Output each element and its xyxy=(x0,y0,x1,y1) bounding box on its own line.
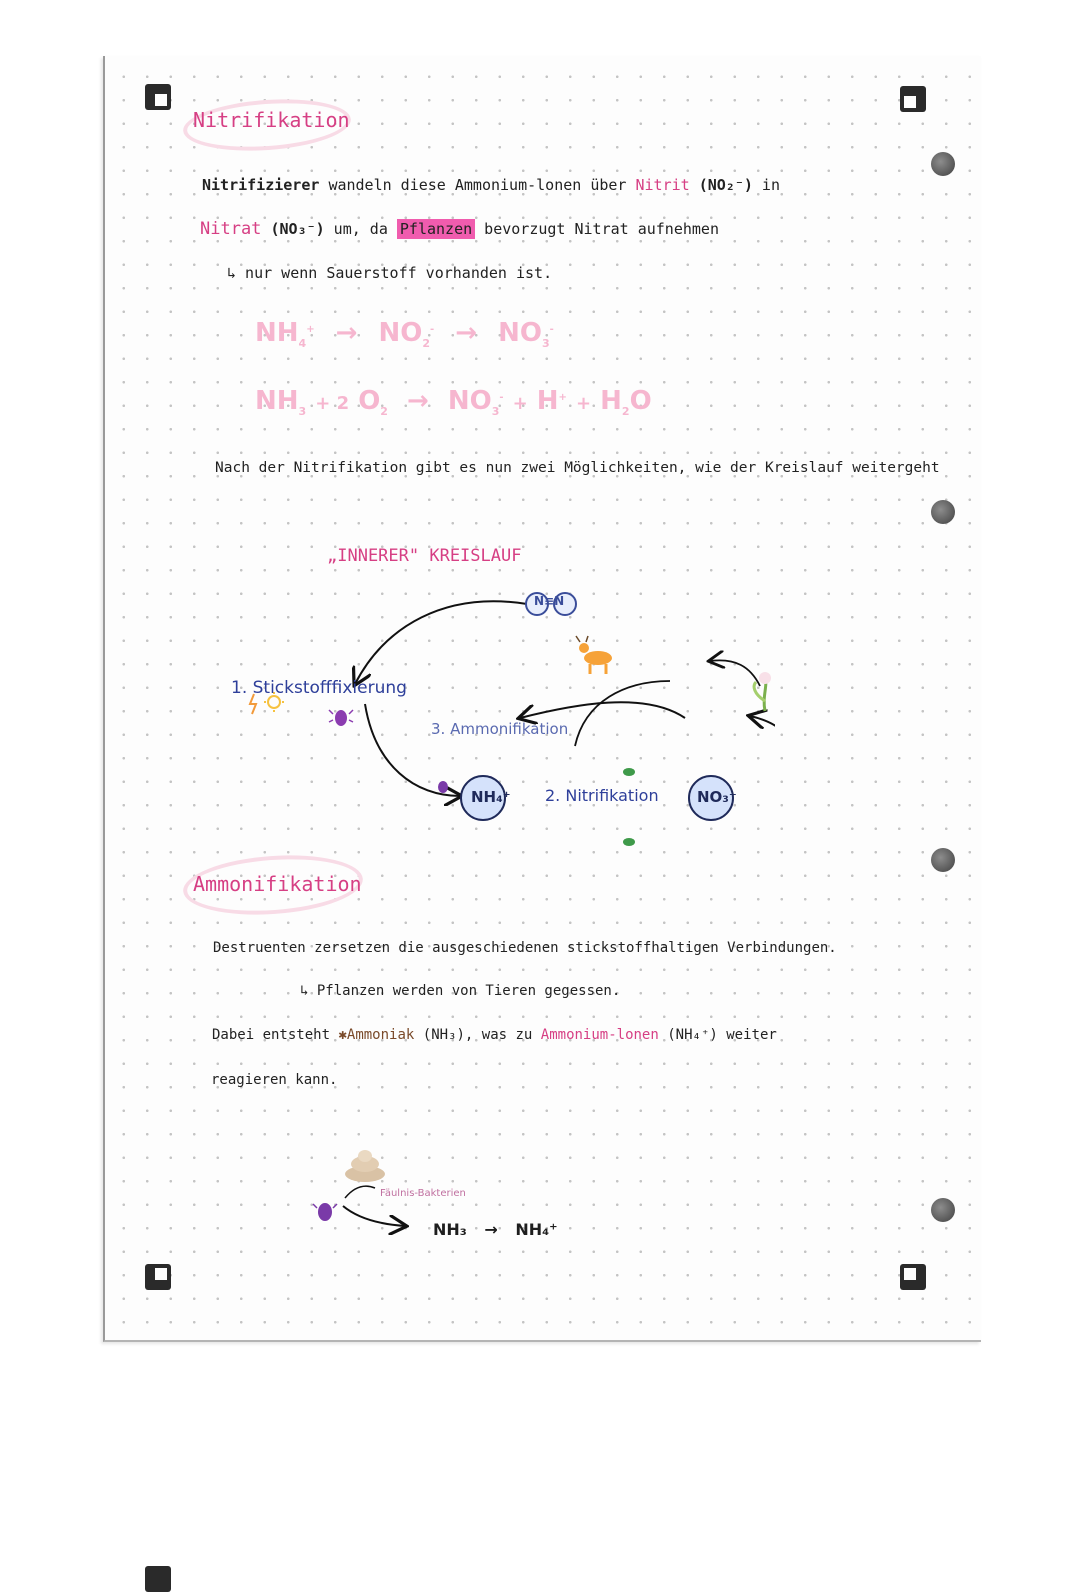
text-line xyxy=(202,176,780,194)
term-nitrit: Nitrit xyxy=(635,176,690,194)
arrow-plant-to-animal xyxy=(710,660,760,686)
text-span: Dabei entsteht xyxy=(212,1027,331,1043)
equation-nitrification-chain xyxy=(255,318,554,350)
notebook-page xyxy=(103,56,981,1342)
term-ammoniak: Ammoniak xyxy=(346,1027,415,1043)
punch-hole xyxy=(931,848,955,872)
label-n2: N≡N xyxy=(534,594,565,608)
eq-superscript: + xyxy=(558,392,567,403)
eq-term: NO xyxy=(378,318,423,348)
deer-icon xyxy=(576,636,612,674)
eq-subscript: 2 xyxy=(621,405,630,418)
corner-mark-bottom-right xyxy=(900,1264,926,1290)
eq-arrow: → xyxy=(407,386,429,416)
eq-term: + 2 xyxy=(315,393,350,414)
bacteria-icon xyxy=(623,838,635,846)
bug-icon xyxy=(438,781,448,793)
equation-nitrification-full xyxy=(255,386,652,418)
dung-icon xyxy=(345,1150,385,1182)
text-span: um, da xyxy=(333,220,388,238)
text-line xyxy=(212,1027,777,1043)
punch-hole xyxy=(931,500,955,524)
eq-term: NO xyxy=(447,386,492,416)
beetle-icon xyxy=(313,1203,337,1221)
formula-nitrit: (NO₂⁻) xyxy=(698,176,753,194)
label-nitrifikation-step: 2. Nitrifikation xyxy=(545,786,659,805)
eq-term: NO xyxy=(498,318,542,348)
eq-subscript: 4 xyxy=(298,337,307,350)
text-line: reagieren kann. xyxy=(211,1072,338,1088)
formula-nitrat: (NO₃⁻) xyxy=(270,220,325,238)
eq-superscript: - xyxy=(549,324,554,335)
label-faeulnis-bakterien: Fäulnis-Bakterien xyxy=(380,1188,466,1199)
eq-subscript: 3 xyxy=(541,337,550,350)
text-span: in xyxy=(761,176,780,194)
eq-superscript: - xyxy=(499,392,504,403)
arrow-n2-to-fixation xyxy=(355,601,527,684)
term-nitrat: Nitrat xyxy=(200,219,262,239)
label-ammonifikation-step: 3. Ammonifikation xyxy=(431,720,569,738)
text-line-destruenten: Destruenten zersetzen die ausgeschiedenen stickstoffhaltigen Verbindungen. xyxy=(213,940,837,956)
formula-nh4: NH₄⁺ xyxy=(515,1220,558,1239)
eq-term: NH xyxy=(255,318,299,348)
eq-subscript: 2 xyxy=(422,337,431,350)
arrow-ammonification xyxy=(520,702,685,718)
text-span: bevorzugt Nitrat aufnehmen xyxy=(484,220,719,238)
label-no3: NO₃⁻ xyxy=(697,788,737,806)
plant-icon xyxy=(754,672,771,711)
eq-superscript: - xyxy=(430,324,435,335)
eq-plus: + xyxy=(512,393,528,414)
corner-mark-top-left xyxy=(145,84,171,110)
term-ammonium-ionen: Ammonium-lonen xyxy=(540,1027,659,1043)
corner-mark-bottom-left xyxy=(145,1264,171,1290)
arrow-to-plant xyxy=(750,716,775,786)
eq-arrow: → xyxy=(455,318,478,348)
reaction-arrow: → xyxy=(484,1220,498,1239)
arrow-animal-to-ammon xyxy=(575,681,670,746)
eq-subscript: 3 xyxy=(298,405,307,418)
formula-nh3: NH₃ xyxy=(433,1220,467,1239)
punch-hole xyxy=(931,1198,955,1222)
heading-ammonifikation: Ammonifikation xyxy=(193,872,362,896)
eq-term: O xyxy=(629,386,652,416)
punch-hole xyxy=(931,152,955,176)
beetle-icon xyxy=(329,710,353,726)
formula-nh3-to-nh4 xyxy=(433,1220,558,1239)
text-span: (NH₃), was zu xyxy=(422,1027,533,1043)
arrow-to-nh3 xyxy=(343,1206,405,1226)
eq-arrow: → xyxy=(335,318,358,348)
eq-term: O xyxy=(358,386,381,416)
heading-nitrifikation: Nitrifikation xyxy=(193,108,350,132)
eq-superscript: + xyxy=(306,324,315,335)
diagram-title: „INNERER" KREISLAUF xyxy=(327,546,522,566)
eq-term: NH xyxy=(255,386,299,416)
text-line-pflanzen-gegessen: ↳ Pflanzen werden von Tieren gegessen. xyxy=(300,983,621,999)
label-nh4: NH₄⁺ xyxy=(471,788,511,806)
eq-term: H xyxy=(536,386,559,416)
text-line-condition: ↳ nur wenn Sauerstoff vorhanden ist. xyxy=(227,264,553,282)
bacteria-icon xyxy=(623,768,635,776)
term-pflanzen-highlighted: Pflanzen xyxy=(397,219,475,239)
label-stickstofffixierung: 1. Stickstofffixierung xyxy=(231,678,407,698)
eq-subscript: 3 xyxy=(491,405,500,418)
eq-subscript: 2 xyxy=(380,405,388,418)
text-line xyxy=(200,219,719,239)
term-nitrifizierer: Nitrifizierer xyxy=(202,176,320,194)
text-span: wandeln diese Ammonium-lonen über xyxy=(328,176,627,194)
text-line-transition: Nach der Nitrifikation gibt es nun zwei Möglichkeiten, wie der Kreislauf weitergeht xyxy=(215,460,940,476)
text-span: (NH₄⁺) weiter xyxy=(667,1027,777,1043)
arrow-mark-icon: ✱ xyxy=(338,1027,347,1043)
eq-plus: + xyxy=(576,393,592,414)
corner-mark-bottom-left xyxy=(145,1566,171,1592)
corner-mark-top-right xyxy=(900,86,926,112)
eq-term: H xyxy=(600,386,622,416)
